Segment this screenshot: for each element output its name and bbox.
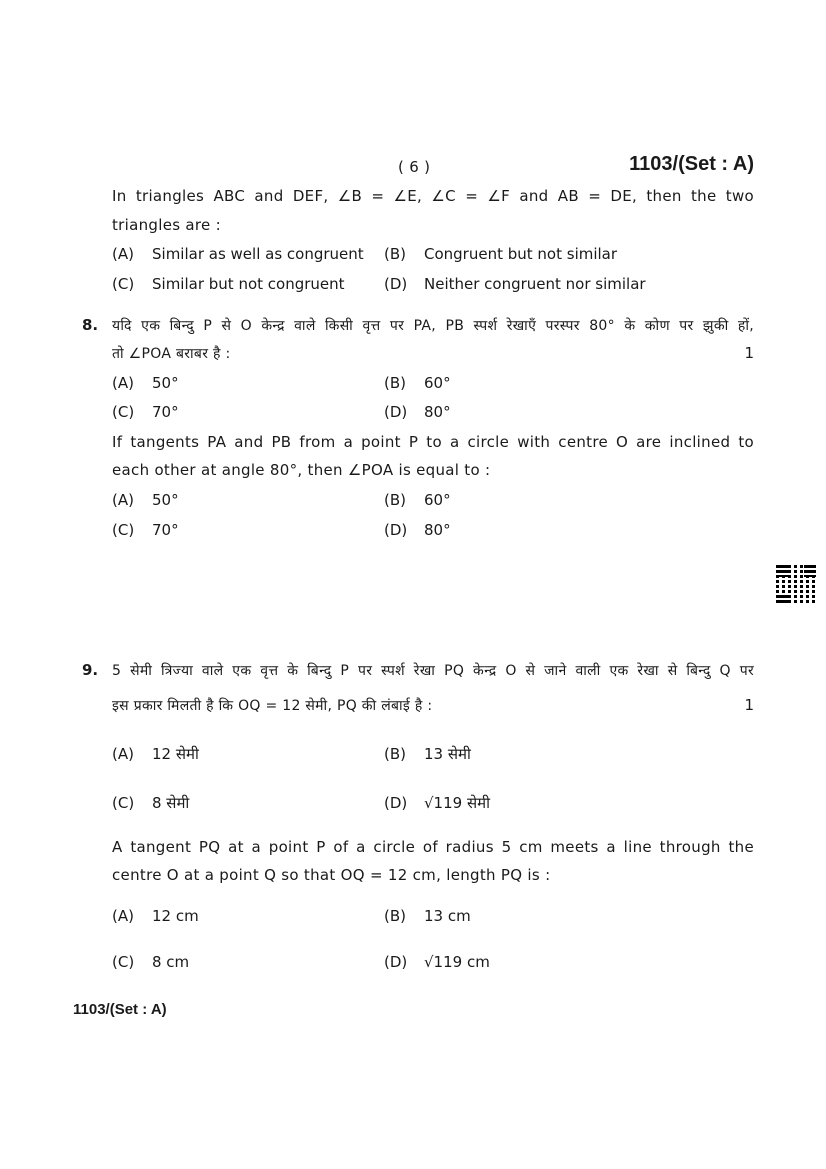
option-label: (D) (384, 521, 408, 539)
option-label: (C) (112, 794, 135, 812)
option-text: 70° (152, 403, 179, 421)
q8-en-option-a (112, 491, 179, 509)
q8-hi-option-b (384, 374, 451, 392)
q8-number: 8. (82, 316, 99, 334)
paper-code-header: 1103/(Set : A) (629, 153, 754, 175)
q8-marks: 1 (744, 344, 754, 362)
page-number: ( 6 ) (398, 158, 431, 176)
option-text: Similar but not congruent (152, 275, 345, 293)
q8-en-option-d (384, 521, 451, 539)
option-text: 8 सेमी (152, 794, 190, 812)
q9-en-option-d (384, 953, 490, 971)
option-text: 50° (152, 491, 179, 509)
option-label: (C) (112, 403, 135, 421)
option-label: (A) (112, 491, 134, 509)
paper-code-footer: 1103/(Set : A) (73, 1001, 167, 1018)
option-text: 70° (152, 521, 179, 539)
q8-english-line1: If tangents PA and PB from a point P to a circle with centre O are inclined to (112, 433, 754, 451)
q9-hi-option-c (112, 793, 189, 813)
option-text: √119 cm (424, 953, 490, 971)
option-text: 13 cm (424, 907, 471, 925)
q9-en-option-b (384, 907, 471, 925)
q8-en-option-b (384, 491, 451, 509)
option-label: (D) (384, 275, 408, 293)
q9-english-line1: A tangent PQ at a point P of a circle of radius 5 cm meets a line through the (112, 838, 754, 856)
q8-hindi-line1: यदि एक बिन्दु P से O केन्द्र वाले किसी वृत्त पर PA, PB स्पर्श रेखाएँ परस्पर 80° के कोण पर झुकी हों, (112, 318, 754, 334)
option-text: Similar as well as congruent (152, 245, 364, 263)
option-label: (B) (384, 374, 406, 392)
qr-code (776, 565, 816, 605)
q8-hindi-line2: तो ∠POA बराबर है : (112, 346, 231, 362)
q8-en-option-c (112, 521, 179, 539)
option-label: (B) (384, 745, 406, 763)
option-label: (C) (112, 953, 135, 971)
q9-hi-option-a (112, 744, 199, 764)
option-text: 12 cm (152, 907, 199, 925)
q9-english-line2: centre O at a point Q so that OQ = 12 cm, length PQ is : (112, 866, 551, 884)
q9-en-option-a (112, 907, 199, 925)
option-label: (D) (384, 794, 408, 812)
option-text: 8 cm (152, 953, 190, 971)
q7-option-c (112, 275, 345, 293)
q8-hi-option-c (112, 403, 179, 421)
option-label: (B) (384, 245, 406, 263)
q9-number: 9. (82, 661, 99, 679)
option-label: (D) (384, 953, 408, 971)
option-text: 13 सेमी (424, 745, 471, 763)
option-label: (A) (112, 245, 134, 263)
option-text: 12 सेमी (152, 745, 199, 763)
q7-line1: In triangles ABC and DEF, ∠B = ∠E, ∠C = ∠F and AB = DE, then the two (112, 187, 754, 205)
q7-option-b (384, 245, 617, 263)
option-label: (B) (384, 491, 406, 509)
q9-hindi-line1: 5 सेमी त्रिज्या वाले एक वृत्त के बिन्दु P पर स्पर्श रेखा PQ केन्द्र O से जाने वाली एक रेखा से बिन्दु Q पर (112, 663, 754, 679)
option-text: Congruent but not similar (424, 245, 618, 263)
q8-hi-option-a (112, 374, 179, 392)
option-text: Neither congruent nor similar (424, 275, 646, 293)
option-label: (C) (112, 521, 135, 539)
option-label: (A) (112, 745, 134, 763)
q8-english-line2: each other at angle 80°, then ∠POA is equal to : (112, 461, 491, 479)
q7-line2: triangles are : (112, 216, 221, 234)
option-text: 80° (424, 521, 451, 539)
option-label: (A) (112, 374, 134, 392)
option-text: 50° (152, 374, 179, 392)
q7-option-a (112, 245, 364, 263)
option-text: 60° (424, 374, 451, 392)
option-text: √119 सेमी (424, 794, 490, 812)
q9-marks: 1 (744, 696, 754, 714)
option-text: 60° (424, 491, 451, 509)
q8-hi-option-d (384, 403, 451, 421)
option-text: 80° (424, 403, 451, 421)
option-label: (C) (112, 275, 135, 293)
q7-option-d (384, 275, 646, 293)
q9-hindi-line2: इस प्रकार मिलती है कि OQ = 12 सेमी, PQ की लंबाई है : (112, 698, 433, 714)
option-label: (D) (384, 403, 408, 421)
q9-en-option-c (112, 953, 189, 971)
option-label: (B) (384, 907, 406, 925)
q9-hi-option-d (384, 793, 490, 813)
q9-hi-option-b (384, 744, 471, 764)
option-label: (A) (112, 907, 134, 925)
